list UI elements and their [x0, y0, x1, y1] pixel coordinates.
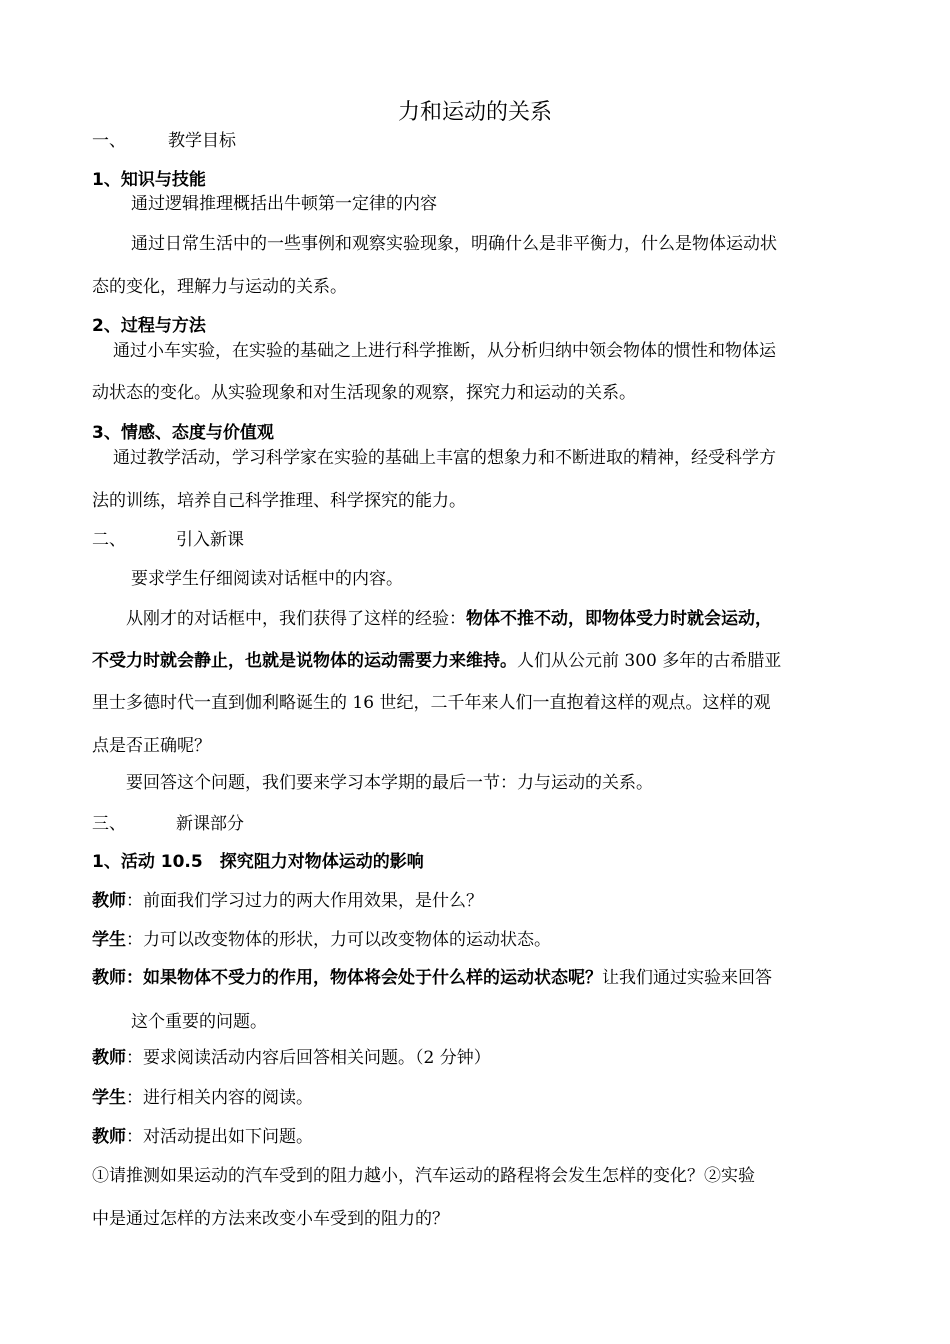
speaker-student: 学生: [92, 930, 126, 950]
paragraph-line: 通过日常生活中的一些事例和观察实验现象，明确什么是非平衡力，什么是物体运动状: [131, 234, 777, 254]
section-label: 引入新课: [176, 530, 244, 550]
subheading-attitude: 3、情感、态度与价值观: [92, 423, 274, 443]
paragraph-line: 法的训练，培养自己科学推理、科学探究的能力。: [92, 491, 466, 511]
paragraph-line: 态的变化，理解力与运动的关系。: [92, 277, 347, 297]
speaker-teacher: 教师: [92, 1127, 126, 1147]
speaker-teacher: 教师: [92, 968, 126, 988]
page-title: 力和运动的关系: [397, 100, 552, 125]
dialogue-line: [92, 891, 483, 911]
section-label: 新课部分: [176, 814, 244, 834]
speaker-teacher: 教师: [92, 1048, 126, 1068]
dialogue-text: ：力可以改变物体的形状，力可以改变物体的运动状态。: [126, 930, 551, 950]
paragraph-line: 里士多德时代一直到伽利略诞生的 16 世纪，二千年来人们一直抱着这样的观点。这样的观: [92, 693, 771, 713]
subheading-process: 2、过程与方法: [92, 316, 206, 336]
speaker-student: 学生: [92, 1088, 126, 1108]
emphasis-text: 不受力时就会静止，也就是说物体的运动需要力来维持。: [92, 651, 517, 671]
paragraph-line: 动状态的变化。从实验现象和对生活现象的观察，探究力和运动的关系。: [92, 383, 636, 403]
text-run: 从刚才的对话框中，我们获得了这样的经验：: [126, 609, 466, 629]
dialogue-text: 让我们通过实验来回答: [602, 968, 772, 988]
paragraph: 要回答这个问题，我们要来学习本学期的最后一节：力与运动的关系。: [126, 773, 653, 793]
paragraph: 通过逻辑推理概括出牛顿第一定律的内容: [131, 194, 437, 214]
dialogue-text: ：对活动提出如下问题。: [126, 1127, 313, 1147]
dialogue-line: [92, 1088, 313, 1108]
paragraph-line: [92, 651, 781, 671]
dialogue-text: ：要求阅读活动内容后回答相关问题。（2 分钟）: [126, 1048, 491, 1068]
question-line: ①请推测如果运动的汽车受到的阻力越小，汽车运动的路程将会发生怎样的变化？②实验: [92, 1166, 755, 1186]
dialogue-line: [92, 1048, 491, 1068]
question-line: 中是通过怎样的方法来改变小车受到的阻力的？: [92, 1209, 449, 1229]
activity-heading: 1、活动 10.5 探究阻力对物体运动的影响: [92, 852, 424, 872]
section-number: 一、: [92, 131, 126, 151]
section-heading-1: [92, 131, 236, 151]
paragraph: 要求学生仔细阅读对话框中的内容。: [131, 569, 403, 589]
dialogue-line: [92, 1127, 313, 1147]
dialogue-line: [92, 930, 551, 950]
dialogue-text: ：进行相关内容的阅读。: [126, 1088, 313, 1108]
dialogue-continuation: 这个重要的问题。: [131, 1012, 267, 1032]
speaker-teacher: 教师: [92, 891, 126, 911]
text-run: 人们从公元前 300 多年的古希腊亚: [517, 651, 782, 671]
paragraph-line: 通过教学活动，学习科学家在实验的基础上丰富的想象力和不断进取的精神，经受科学方: [113, 448, 776, 468]
subheading-knowledge: 1、知识与技能: [92, 170, 206, 190]
section-label: 教学目标: [168, 131, 236, 151]
dialogue-line: [92, 968, 772, 988]
section-number: 二、: [92, 530, 126, 550]
paragraph-line: 通过小车实验，在实验的基础之上进行科学推断，从分析归纳中领会物体的惯性和物体运: [113, 341, 776, 361]
dialogue-text: ：前面我们学习过力的两大作用效果，是什么？: [126, 891, 483, 911]
paragraph-line: 点是否正确呢？: [92, 736, 211, 756]
section-heading-2: [92, 530, 244, 550]
paragraph-line: [126, 609, 772, 629]
emphasis-text: ：如果物体不受力的作用，物体将会处于什么样的运动状态呢？: [126, 968, 602, 988]
emphasis-text: 物体不推不动，即物体受力时就会运动，: [466, 609, 772, 629]
section-number: 三、: [92, 814, 126, 834]
section-heading-3: [92, 814, 244, 834]
